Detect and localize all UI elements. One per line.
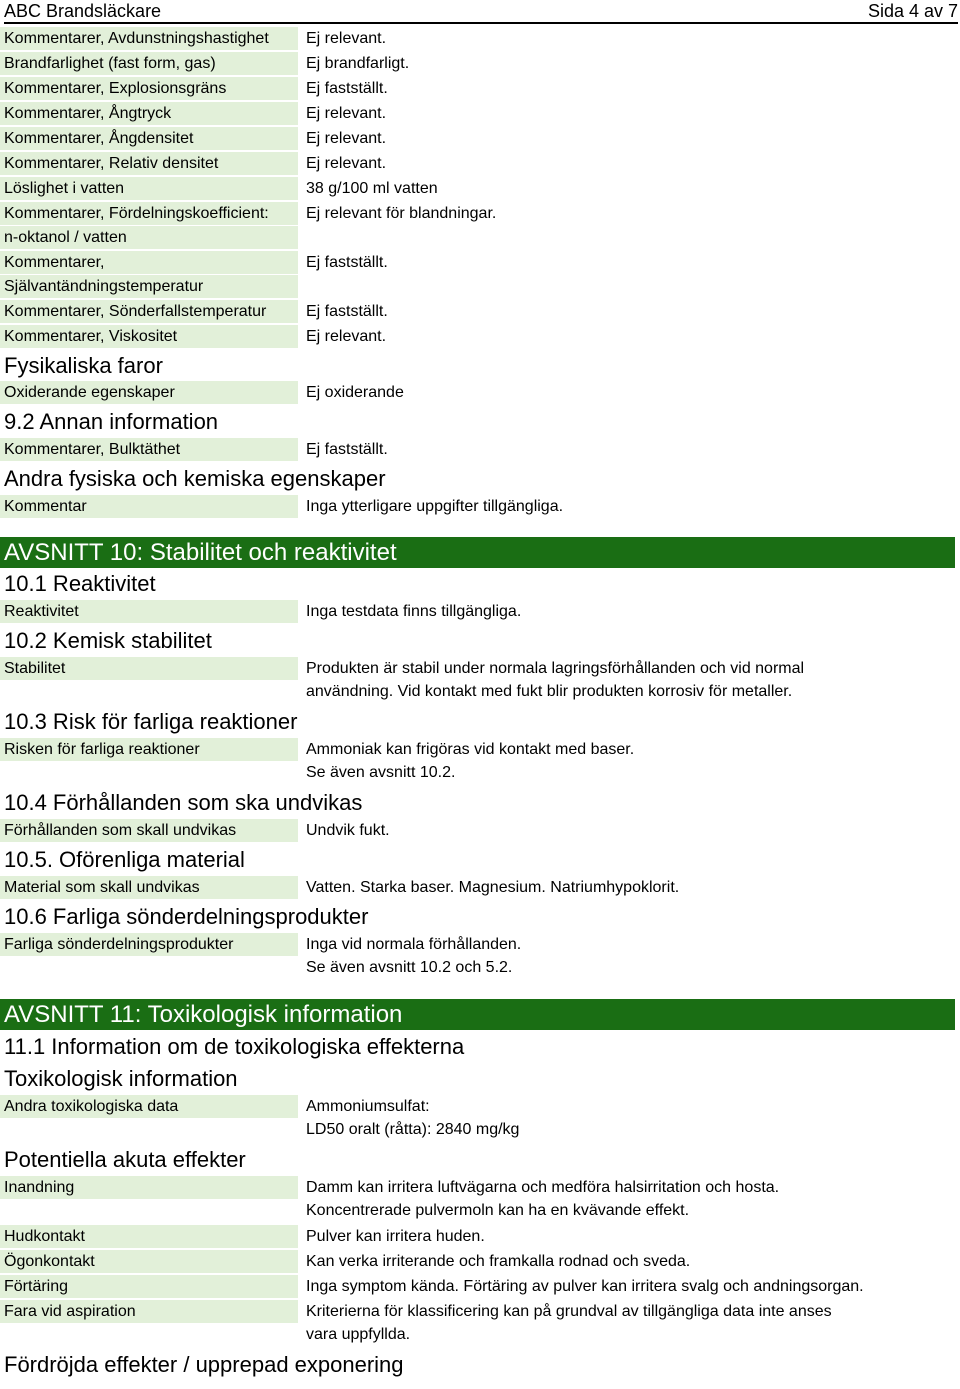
property-row [0, 325, 958, 350]
section-11-subtitle: 11.1 Information om de toxikologiska effekterna [4, 1034, 465, 1059]
property-row [0, 819, 958, 844]
property-row [0, 381, 958, 406]
subsection-heading: 10.5. Oförenliga material [4, 847, 245, 872]
property-label-line: Kommentarer, Ångtryck [0, 102, 298, 125]
section-10-body [0, 568, 960, 982]
property-value [306, 27, 956, 50]
section-9-properties [0, 27, 960, 350]
property-value [306, 876, 956, 899]
property-value-line: Kan verka irriterande och framkalla rodnad och sveda. [306, 1253, 691, 1270]
property-row [0, 1225, 958, 1250]
property-value [306, 77, 956, 100]
property-label [0, 1275, 298, 1299]
property-value-line: Ej relevant. [306, 130, 387, 147]
property-value [306, 657, 956, 703]
property-value-line: Ej oxiderande [306, 384, 404, 401]
property-value-line: Pulver kan irritera huden. [306, 1228, 485, 1245]
property-label-line: Kommentarer, Avdunstningshastighet [0, 27, 298, 50]
property-value [306, 177, 956, 200]
property-value [306, 1275, 956, 1298]
property-value-line: Ej fastställt. [306, 254, 388, 271]
subsection-heading: 10.6 Farliga sönderdelningsprodukter [4, 904, 369, 929]
andra-egenskaper-rows [0, 495, 960, 520]
property-row [0, 27, 958, 52]
property-value [306, 1176, 956, 1222]
property-value-line: Damm kan irritera luftvägarna och medföra halsirritation och hosta. [306, 1179, 780, 1196]
property-row [0, 52, 958, 77]
property-label-line: Kommentarer, Ångdensitet [0, 127, 298, 150]
property-row [0, 202, 958, 251]
property-value [306, 819, 956, 842]
property-row [0, 251, 958, 300]
property-value [306, 1225, 956, 1248]
property-value-line: LD50 oralt (råtta): 2840 mg/kg [306, 1121, 520, 1138]
property-label [0, 1225, 298, 1249]
fysikaliska-faror-rows [0, 381, 960, 406]
property-label [0, 876, 298, 900]
property-value [306, 202, 956, 225]
property-row [0, 300, 958, 325]
property-value-line: Ej fastställt. [306, 303, 388, 320]
subsection-heading: Fördröjda effekter / upprepad exponering [4, 1352, 404, 1377]
property-value-line: Ammoniak kan frigöras vid kontakt med baser. [306, 741, 635, 758]
property-label-line: Stabilitet [0, 657, 298, 680]
subsection-heading: 10.3 Risk för farliga reaktioner [4, 709, 298, 734]
property-value-line: Ej relevant. [306, 30, 387, 47]
property-value [306, 933, 956, 979]
property-value [306, 1300, 956, 1346]
property-label [0, 251, 298, 299]
property-value-line: Se även avsnitt 10.2. [306, 764, 456, 781]
property-label [0, 152, 298, 176]
section-10-title: AVSNITT 10: Stabilitet och reaktivitet [0, 537, 955, 568]
property-row [0, 600, 958, 625]
property-row [0, 933, 958, 982]
property-label [0, 27, 298, 51]
property-value-line: Koncentrerade pulvermoln kan ha en kvävande effekt. [306, 1202, 690, 1219]
property-label [0, 1300, 298, 1324]
property-value [306, 495, 956, 518]
property-value-line: vara uppfyllda. [306, 1326, 411, 1343]
property-label-line: Hudkontakt [0, 1225, 298, 1248]
property-label [0, 600, 298, 624]
property-value-line: 38 g/100 ml vatten [306, 180, 438, 197]
page-header [4, 0, 958, 24]
document-title: ABC Brandsläckare [4, 1, 162, 21]
property-value [306, 438, 956, 461]
subsection-heading: Toxikologisk information [4, 1066, 238, 1091]
property-value-line: Kriterierna för klassificering kan på grundval av tillgängliga data inte anses [306, 1303, 832, 1320]
property-label [0, 657, 298, 681]
property-label-line: Material som skall undvikas [0, 876, 298, 899]
heading-annan-information: 9.2 Annan information [4, 409, 219, 434]
property-value [306, 102, 956, 125]
property-label-line: Brandfarlighet (fast form, gas) [0, 52, 298, 75]
property-label-line: Kommentarer, Bulktäthet [0, 438, 298, 461]
property-value-line: Ej fastställt. [306, 80, 388, 97]
property-label [0, 300, 298, 324]
property-value-line: Ej brandfarligt. [306, 55, 410, 72]
property-label-line: Reaktivitet [0, 600, 298, 623]
property-label [0, 819, 298, 843]
property-value [306, 152, 956, 175]
property-value-line: Inga ytterligare uppgifter tillgängliga. [306, 498, 564, 515]
property-label [0, 77, 298, 101]
property-row [0, 1275, 958, 1300]
property-value-line: Inga symptom kända. Förtäring av pulver kan irritera svalg och andningsorgan. [306, 1278, 864, 1295]
property-label-line: Andra toxikologiska data [0, 1095, 298, 1118]
subsection-heading: Potentiella akuta effekter [4, 1147, 246, 1172]
property-value [306, 738, 956, 784]
property-label-line: Ögonkontakt [0, 1250, 298, 1273]
section-11-title: AVSNITT 11: Toxikologisk information [0, 999, 955, 1030]
property-label [0, 738, 298, 762]
property-row [0, 1300, 958, 1349]
property-label-line: Kommentarer, Sönderfallstemperatur [0, 300, 298, 323]
property-value-line: Se även avsnitt 10.2 och 5.2. [306, 959, 513, 976]
property-value [306, 600, 956, 623]
property-value [306, 1250, 956, 1273]
property-label [0, 438, 298, 462]
property-label-line: Kommentar [0, 495, 298, 518]
property-label-line: Inandning [0, 1176, 298, 1199]
property-label-line: Risken för farliga reaktioner [0, 738, 298, 761]
annan-information-rows [0, 438, 960, 463]
subsection-heading: 10.1 Reaktivitet [4, 571, 156, 596]
property-value-line: användning. Vid kontakt med fukt blir produkten korrosiv för metaller. [306, 683, 793, 700]
property-value-line: Vatten. Starka baser. Magnesium. Natriumhypoklorit. [306, 879, 680, 896]
property-label [0, 495, 298, 519]
property-value-line: Ej relevant. [306, 105, 387, 122]
property-label [0, 933, 298, 957]
property-value-line: Undvik fukt. [306, 822, 390, 839]
property-label [0, 1250, 298, 1274]
property-label [0, 325, 298, 349]
property-label-line: Självantändningstemperatur [0, 275, 298, 298]
property-label-line: Kommentarer, Fördelningskoefficient: [0, 202, 298, 225]
property-value [306, 52, 956, 75]
property-label-line: Kommentarer, Viskositet [0, 325, 298, 348]
property-value [306, 1095, 956, 1141]
document-body [0, 27, 960, 1381]
property-label [0, 202, 298, 250]
property-label-line: Löslighet i vatten [0, 177, 298, 200]
property-label [0, 1095, 298, 1119]
property-value-line: Inga vid normala förhållanden. [306, 936, 522, 953]
property-row [0, 1250, 958, 1275]
property-label [0, 1176, 298, 1200]
property-value [306, 300, 956, 323]
property-row [0, 127, 958, 152]
property-label-line: Förhållanden som skall undvikas [0, 819, 298, 842]
property-row [0, 102, 958, 127]
property-row [0, 495, 958, 520]
property-value [306, 251, 956, 274]
property-row [0, 876, 958, 901]
property-label [0, 102, 298, 126]
property-label-line: Kommentarer, [0, 251, 298, 274]
section-11-body [0, 1063, 960, 1381]
property-label-line: Farliga sönderdelningsprodukter [0, 933, 298, 956]
property-label [0, 127, 298, 151]
property-label [0, 381, 298, 405]
property-value-line: Ej relevant. [306, 328, 387, 345]
property-label [0, 52, 298, 76]
property-value-line: Ej fastställt. [306, 441, 388, 458]
property-row [0, 438, 958, 463]
property-value-line: Inga testdata finns tillgängliga. [306, 603, 522, 620]
property-value [306, 127, 956, 150]
property-label-line: Oxiderande egenskaper [0, 381, 298, 404]
property-row [0, 738, 958, 787]
heading-fysikaliska-faror: Fysikaliska faror [4, 353, 163, 378]
property-row [0, 1095, 958, 1144]
property-row [0, 657, 958, 706]
heading-andra-egenskaper: Andra fysiska och kemiska egenskaper [4, 466, 386, 491]
property-row [0, 177, 958, 202]
property-value-line: Produkten är stabil under normala lagringsförhållanden och vid normal [306, 660, 805, 677]
page-number: Sida 4 av 7 [867, 1, 958, 21]
property-row [0, 77, 958, 102]
property-label-line: Förtäring [0, 1275, 298, 1298]
property-row [0, 152, 958, 177]
property-value-line: Ej relevant. [306, 155, 387, 172]
property-value [306, 381, 956, 404]
property-label-line: Kommentarer, Explosionsgräns [0, 77, 298, 100]
subsection-heading: 10.2 Kemisk stabilitet [4, 628, 212, 653]
property-value-line: Ammoniumsulfat: [306, 1098, 430, 1115]
property-label-line: Fara vid aspiration [0, 1300, 298, 1323]
property-label-line: n-oktanol / vatten [0, 226, 298, 249]
property-label [0, 177, 298, 201]
property-value [306, 325, 956, 348]
property-value-line: Ej relevant för blandningar. [306, 205, 497, 222]
subsection-heading: 10.4 Förhållanden som ska undvikas [4, 790, 363, 815]
property-row [0, 1176, 958, 1225]
property-label-line: Kommentarer, Relativ densitet [0, 152, 298, 175]
